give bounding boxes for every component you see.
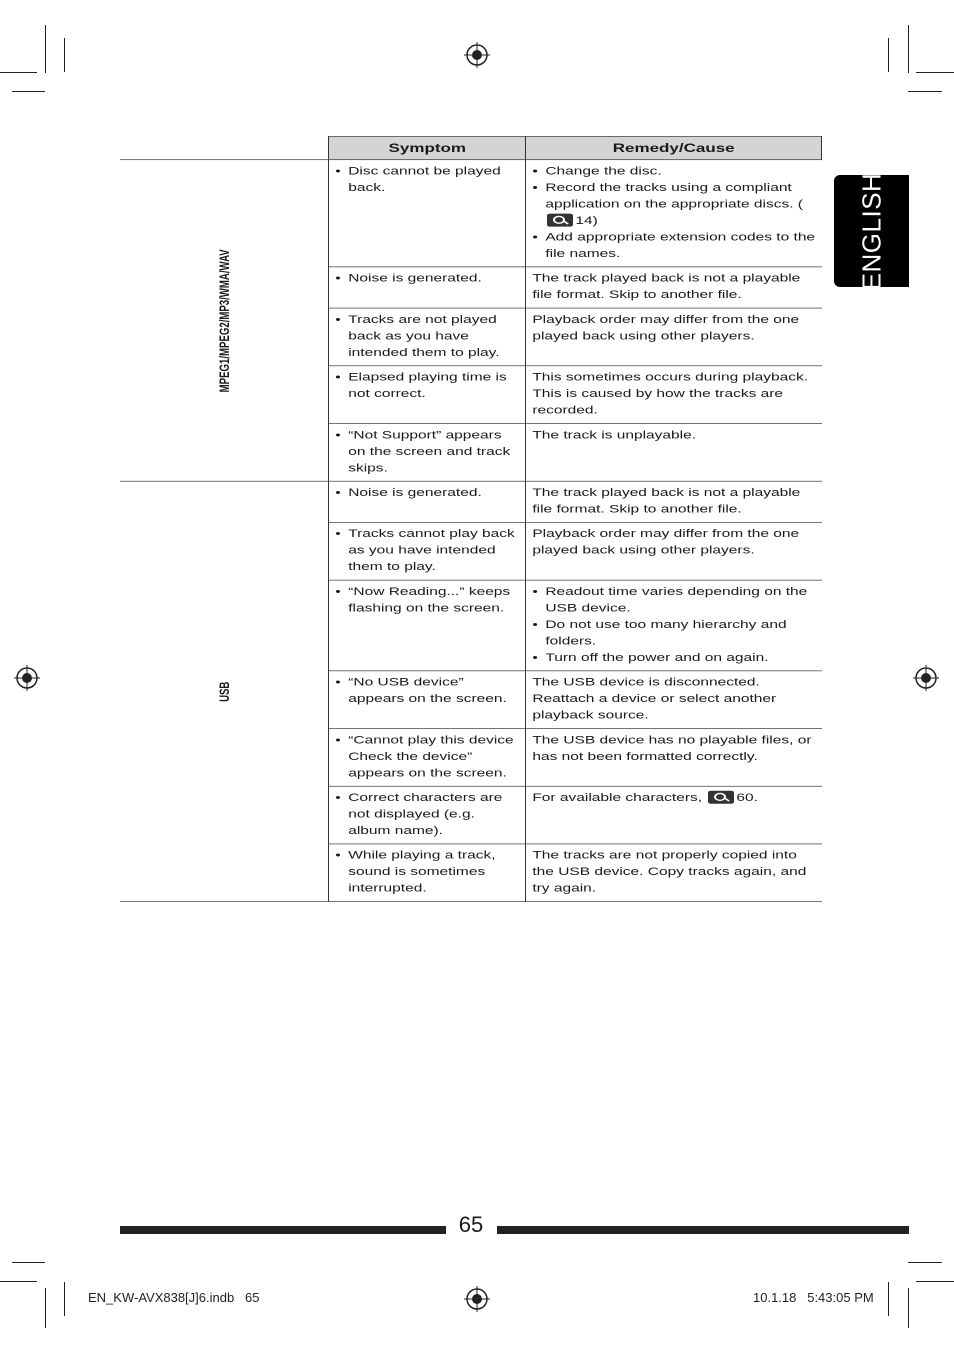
symptom-cell <box>329 424 526 482</box>
crop-mark <box>888 1282 889 1316</box>
symptom-cell <box>329 267 526 308</box>
remedy-bullet: • Turn off the power and on again. <box>532 650 815 666</box>
remedy-bullet: • Readout time varies depending on the USB device. <box>532 584 815 617</box>
symptom-text: • “Not Support” appears on the screen and track skips. <box>335 427 519 476</box>
symptom-text: • Elapsed playing time is not correct. <box>335 370 519 403</box>
remedy-cell: Playback order may differ from the one played back using other players. <box>526 522 822 580</box>
remedy-bullet: • Change the disc. <box>532 163 815 179</box>
symptom-text: • “Now Reading...” keeps flashing on the screen. <box>335 584 519 617</box>
print-timestamp: 10.1.18 5:43:05 PM <box>753 1290 874 1305</box>
registration-target-icon <box>913 665 939 691</box>
remedy-bullet: • Do not use too many hierarchy and folders. <box>532 617 815 650</box>
language-tab-label: ENGLISH <box>856 172 886 290</box>
remedy-cell: Playback order may differ from the one played back using other players. <box>526 308 822 366</box>
category-header <box>120 136 329 159</box>
crop-mark <box>12 1262 45 1263</box>
symptom-cell <box>329 671 526 729</box>
symptom-cell <box>329 729 526 787</box>
registration-target-icon <box>464 42 490 68</box>
page-reference: 14) <box>575 215 598 227</box>
crop-mark <box>0 72 37 73</box>
category-label-mpeg: MPEG1/MPEG2/MP3/WMA/WAV <box>216 248 233 392</box>
symptom-cell <box>329 844 526 902</box>
remedy-cell <box>526 580 822 671</box>
category-cell-mpeg <box>120 160 329 482</box>
category-cell-usb <box>120 481 329 901</box>
remedy-cell: The tracks are not properly copied into the USB device. Copy tracks again, and try again. <box>526 844 822 902</box>
symptom-text: • Tracks are not played back as you have intended them to play. <box>335 312 519 361</box>
symptom-header: Symptom <box>329 136 526 159</box>
crop-mark <box>64 1282 65 1316</box>
symptom-cell <box>329 160 526 267</box>
symptom-text: • Noise is generated. <box>335 485 519 501</box>
symptom-text: • Correct characters are not displayed (e.g. album name). <box>335 790 519 839</box>
table-row <box>120 160 822 267</box>
symptom-cell <box>329 308 526 366</box>
symptom-cell <box>329 580 526 671</box>
crop-mark <box>888 38 889 72</box>
symptom-cell <box>329 366 526 424</box>
crop-mark <box>908 91 942 92</box>
registration-target-icon <box>14 665 40 691</box>
symptom-text: • Noise is generated. <box>335 271 519 287</box>
crop-mark <box>908 25 909 73</box>
remedy-cell: The track is unplayable. <box>526 424 822 482</box>
footer-bar-right <box>497 1226 909 1234</box>
remedy-cell <box>526 786 822 844</box>
crop-mark <box>45 1288 46 1328</box>
remedy-bullet-text: Record the tracks using a compliant application on the appropriate discs. ( <box>545 182 803 211</box>
remedy-text: For available characters, <box>532 792 703 804</box>
crop-mark <box>908 1288 909 1328</box>
file-slug: EN_KW-AVX838[J]6.indb 65 <box>88 1290 260 1305</box>
crop-mark <box>908 1262 942 1263</box>
remedy-cell: The track played back is not a playable file format. Skip to another file. <box>526 481 822 522</box>
remedy-bullet <box>532 180 815 229</box>
remedy-bullet: • Add appropriate extension codes to the file names. <box>532 229 815 262</box>
crop-mark <box>12 91 45 92</box>
page-reference: 60. <box>736 792 758 804</box>
crop-mark <box>916 1281 954 1282</box>
symptom-text: • Disc cannot be played back. <box>335 163 519 196</box>
magnifier-icon <box>547 214 573 227</box>
remedy-cell <box>526 160 822 267</box>
symptom-text: • “Cannot play this device Check the device” appears on the screen. <box>335 732 519 781</box>
remedy-cell: The track played back is not a playable file format. Skip to another file. <box>526 267 822 308</box>
crop-mark <box>64 38 65 72</box>
symptom-text: • Tracks cannot play back as you have intended them to play. <box>335 526 519 575</box>
remedy-cell: This sometimes occurs during playback. This is caused by how the tracks are recorded. <box>526 366 822 424</box>
page-number: 65 <box>458 1212 484 1237</box>
category-label-usb: USB <box>216 681 233 702</box>
crop-mark <box>0 1281 37 1282</box>
crop-mark <box>45 25 46 73</box>
footer-bar-left <box>120 1226 446 1234</box>
symptom-cell <box>329 786 526 844</box>
remedy-cell: The USB device is disconnected. Reattach a device or select another playback source. <box>526 671 822 729</box>
table-header-row <box>120 136 822 159</box>
language-tab <box>834 172 909 290</box>
symptom-text: • “No USB device” appears on the screen. <box>335 675 519 708</box>
table-row <box>120 481 822 522</box>
remedy-header: Remedy/Cause <box>526 136 822 159</box>
symptom-cell <box>329 522 526 580</box>
troubleshooting-table <box>120 136 822 902</box>
symptom-text: • While playing a track, sound is sometimes interrupted. <box>335 848 519 897</box>
registration-target-icon <box>464 1286 490 1312</box>
remedy-cell: The USB device has no playable files, or has not been formatted correctly. <box>526 729 822 787</box>
symptom-cell <box>329 481 526 522</box>
crop-mark <box>916 72 954 73</box>
magnifier-icon <box>708 791 734 804</box>
